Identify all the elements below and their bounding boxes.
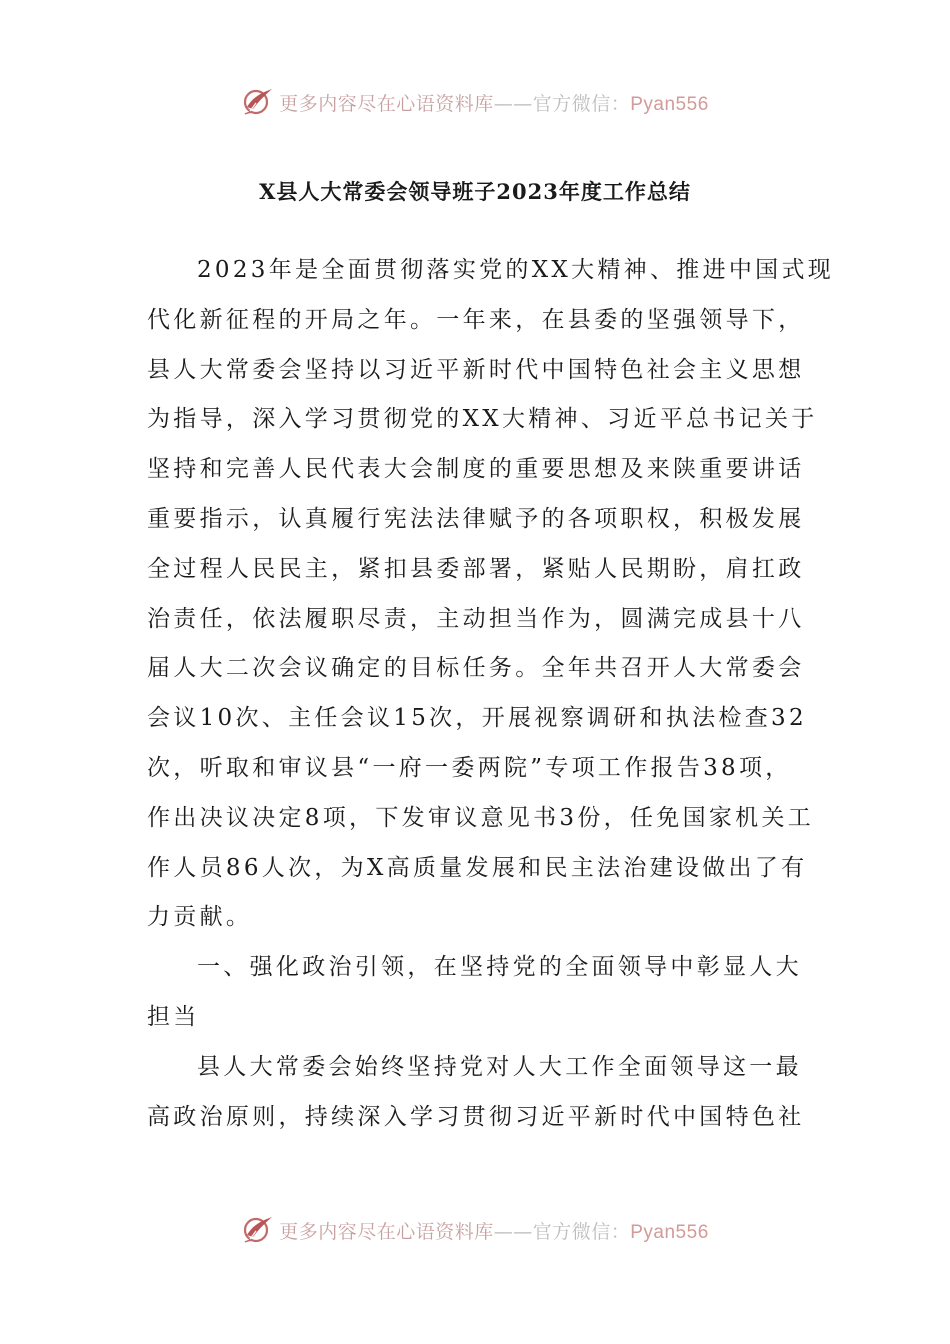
text-line: 担当 [147,1003,200,1030]
text-line: 作出决议决定8项，下发审议意见书3份，任免国家机关工 [147,804,815,831]
watermark-separator: —— [493,1220,533,1243]
watermark-text [279,1217,709,1244]
watermark-brand: 更多内容尽在心语资料库 [279,1220,494,1243]
text-line: 治责任，依法履职尽责，主动担当作为，圆满完成县十八 [147,605,805,632]
document-body [147,246,835,1142]
text-line: 次，听取和审议县“一府一委两院”专项工作报告38项， [147,754,792,781]
pen-logo-icon [241,85,275,119]
text-line: 作人员86人次，为X高质量发展和民主法治建设做出了有 [147,854,808,881]
text-line: 代化新征程的开局之年。一年来，在县委的坚强领导下， [147,306,805,333]
document-title: X县人大常委会领导班子2023年度工作总结 [259,179,691,204]
text-line: 全过程人民民主，紧扣县委部署，紧贴人民期盼，肩扛政 [147,555,805,582]
watermark-banner-top [0,82,950,122]
watermark-wechat-id: Pyan556 [630,1221,709,1243]
text-line: 届人大二次会议确定的目标任务。全年共召开人大常委会 [147,655,805,682]
text-line: 县人大常委会坚持以习近平新时代中国特色社会主义思想 [147,356,805,383]
pen-logo-icon [241,1213,275,1247]
text-line: 一、强化政治引领，在坚持党的全面领导中彰显人大 [197,954,802,981]
watermark-brand: 更多内容尽在心语资料库 [279,92,494,115]
text-line: 力贡献。 [147,904,253,931]
text-line: 为指导，深入学习贯彻党的XX大精神、习近平总书记关于 [147,406,818,433]
text-line: 县人大常委会始终坚持党对人大工作全面领导这一最 [197,1053,802,1080]
text-line: 高政治原则，持续深入学习贯彻习近平新时代中国特色社 [147,1103,805,1130]
text-line: 重要指示，认真履行宪法法律赋予的各项职权，积极发展 [147,505,805,532]
watermark-label: 官方微信： [532,92,631,115]
text-line: 坚持和完善人民代表大会制度的重要思想及来陕重要讲话 [147,456,805,483]
watermark-label: 官方微信： [532,1220,631,1243]
paragraph-section-1 [147,1043,807,1143]
text-line: 2023年是全面贯彻落实党的XX大精神、推进中国式现 [197,257,835,283]
text-line: 会议10次、主任会议15次，开展视察调研和执法检查32 [147,705,807,732]
watermark-wechat-id: Pyan556 [630,93,709,115]
watermark-text [279,89,709,116]
watermark-banner-bottom [0,1210,950,1250]
watermark-separator: —— [493,92,533,115]
section-heading-1 [147,943,807,1043]
paragraph-intro [147,246,835,943]
